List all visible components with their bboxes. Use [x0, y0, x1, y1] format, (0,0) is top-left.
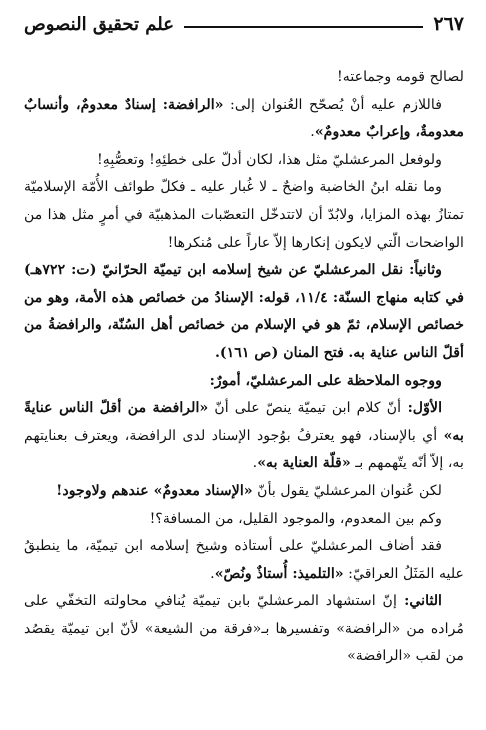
paragraph: [24, 92, 464, 147]
bold-text-run: الثاني:: [396, 593, 442, 610]
paragraph: [24, 478, 464, 506]
paragraph: [24, 368, 464, 396]
bold-text-run: الأوّل:: [401, 400, 443, 417]
paragraph: [24, 395, 464, 478]
text-run: لصالح قومه وجماعته!: [337, 69, 464, 85]
bold-text-run: «الرافضة من أقلّ الناس عنايةً به»: [24, 400, 464, 444]
paragraph: [24, 257, 464, 367]
paragraph: [24, 506, 464, 534]
text-run: أنّ كلام ابن تيميّة ينصّ على أنّ: [208, 400, 402, 417]
header-rule: [184, 26, 423, 28]
bold-text-run: فتح المنان (ص ١٦١).: [214, 344, 344, 361]
page-body: [24, 64, 464, 671]
paragraph: [24, 64, 464, 92]
paragraph: [24, 588, 464, 671]
page-number: ٢٦٧: [433, 13, 464, 35]
paragraph: [24, 174, 464, 257]
text-run: ولوفعل المرعشليّ مثل هذا، لكان أدلّ على خطئِهِ! وتعصُّبِهِ!: [97, 151, 442, 168]
bold-text-run: وثانياً: نقل المرعشليّ عن شيخ إسلامه ابن تيميّة الحرّانيّ (ت: ٧٢٢هـ) في كتابه منهاج السنّة: ١١/٤، قوله: الإسنادُ من خصائص هذه الأمة، وهو من خصائص الإسلام، ثمّ هو في الإسلام من خصائص أهل السُنّة، والرافضةُ من أقلّ الناس عناية به.: [24, 262, 464, 361]
text-run: وما نقله ابنُ الخاضبة واضحٌ ـ لا غُبار عليه ـ فكلّ طوائف الأُمّة الإسلاميّة تمتازُ بهذه المزايا، ولابُدّ أن لاتتدخّل التعصّبات المذهبيّة في أمرٍ مثل هذا من الواضحات الّتي لايكون إنكارها إلاّ عاراً على مُنكرها!: [24, 179, 464, 251]
bold-text-run: «الرافضة: إسنادٌ معدومٌ، وأنسابٌ معدومةٌ، وإعرابٌ معدومٌ»: [24, 96, 464, 141]
text-run: لكن عُنوان المرعشليّ يقول بأنّ: [252, 482, 442, 499]
text-run: أي بالإسناد، فهو يعترفُ بوُجود الإسناد لدى الرافضة، ويعترف بعنايتهم به، إلاّ أنّه يتّهمهم بـ: [24, 427, 464, 472]
paragraph: [24, 147, 464, 175]
paragraph: [24, 533, 464, 588]
text-run: .: [210, 565, 215, 582]
running-title: علم تحقيق النصوص: [24, 13, 174, 35]
text-run: فقد أضاف المرعشليّ على أستاذه وشيخ إسلامه ابن تيميّة، ما ينطبقُ عليه المَثَلُ العراقيّ:: [24, 538, 464, 582]
bold-text-run: «التلميذ: أُستاذٌ ونُصّ»: [214, 565, 344, 582]
text-run: .: [310, 124, 315, 141]
text-run: فاللازم عليه أنْ يُصحّح العُنوان إلى:: [223, 96, 442, 113]
text-run: وكم بين المعدوم، والموجود القليل، من المسافة؟!: [149, 510, 442, 527]
text-run: .: [252, 455, 258, 472]
text-run: إنّ استشهاد المرعشليّ بابن تيميّة يُنافي محاولته التخفّي على مُراده من «الرافضة» وتفسيرها بـ«فرقة من الشيعة» لأنّ ابن تيميّة يقصُد من لقب «الرافضة»: [24, 593, 464, 665]
bold-text-run: «قلّة العناية به»: [257, 455, 351, 472]
bold-text-run: «الإسناد معدومٌ» عندهم ولاوجود!: [56, 482, 253, 499]
bold-text-run: ووجوه الملاحظة على المرعشليّ، أمورٌ:: [209, 372, 442, 389]
page-header: [24, 10, 464, 38]
